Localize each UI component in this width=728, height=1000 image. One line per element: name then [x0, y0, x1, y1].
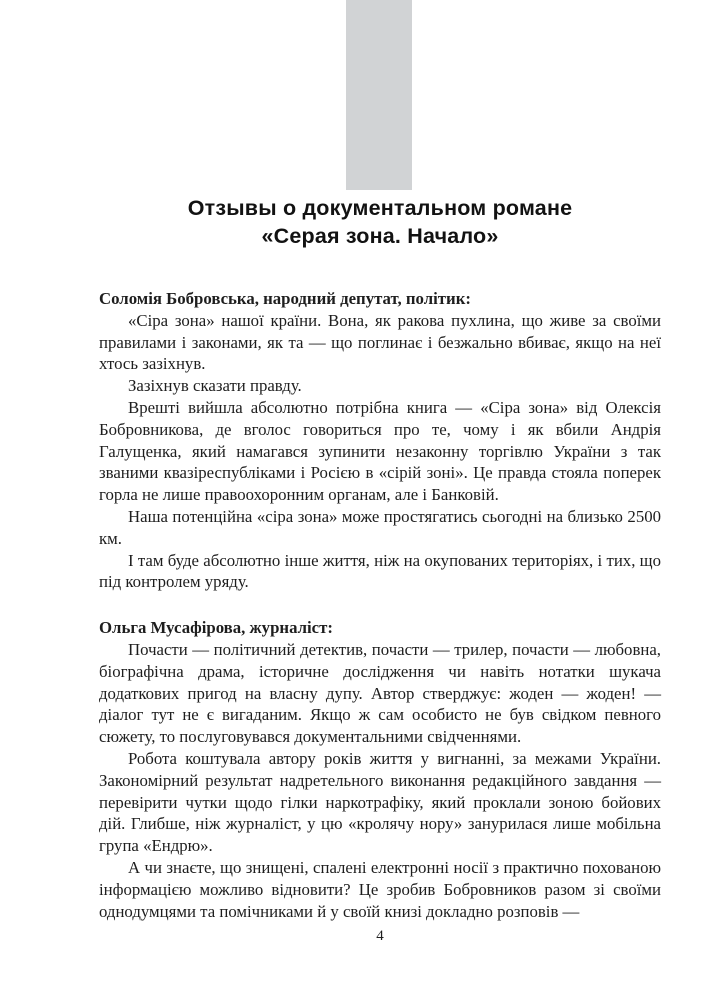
page-title — [99, 194, 661, 250]
page-number: 4 — [376, 928, 384, 944]
page-title-line1: Отзывы о документальном романе — [187, 196, 573, 220]
paragraph: Зазіхнув сказати правду. — [128, 376, 302, 396]
paragraph: Врешті вийшла абсолютно потрібна книга — «Сіра зона» від Олексія Бобровникова, де вголос говориться про те, чому і як вбили Андрія Галущенка, який намагався зупинити незаконну торгівлю України з так званими квазіреспубліками і Росією в «сірій зоні». Це правда стояла поперек горла не лише правоохоронним органам, але і Банковій. — [99, 397, 661, 505]
paragraph: Почасти — політичний детектив, почасти — трилер, почасти — любовна, біографічна драма, історичне дослідження чи навіть нотатки шукача додаткових пригод на власну дупу. Автор стверджує: жоден — жоден! — діалог тут не є вигаданим. Якщо ж сам особисто не був свідком певного сюжету, то послуговувався документальними свідченнями. — [99, 639, 661, 747]
review-section-musafirova — [99, 617, 661, 922]
paragraph: Робота коштувала автору років життя у вигнанні, за межами України. Закономірний результат надретельного виконання редакційного завдання — перевірити чутки щодо гілки наркотрафіку, який проклали зоною бойових дій. Глибше, ніж журналіст, у цю «кролячу нору» занурилася лише мобільна група «Ендрю». — [99, 748, 661, 856]
bookmark-bar — [346, 0, 412, 190]
paragraph: А чи знаєте, що знищені, спалені електронні носії з практично похованою інформацією можливо відновити? Це зробив Бобровников разом зі своїми однодумцями та помічниками й у своїй книзі докладно розповів — — [99, 857, 661, 921]
paragraph: Наша потенційна «сіра зона» може простягатись сьогодні на близько 2500 км. — [99, 506, 661, 548]
reviewer-name: Соломія Бобровська, народний депутат, політик: — [99, 289, 471, 308]
paragraph: «Сіра зона» нашої країни. Вона, як ракова пухлина, що живе за своїми правилами і законами, як та — що поглинає і безжально вбиває, якщо на неї хтось зазіхнув. — [99, 310, 661, 374]
review-section-bobrovska — [99, 288, 661, 593]
book-page-content — [99, 194, 661, 922]
reviewer-name: Ольга Мусафірова, журналіст: — [99, 618, 333, 638]
page-title-line2: «Серая зона. Начало» — [261, 224, 499, 248]
paragraph: І там буде абсолютно інше життя, ніж на окупованих територіях, і тих, що під контролем уряду. — [99, 550, 661, 592]
